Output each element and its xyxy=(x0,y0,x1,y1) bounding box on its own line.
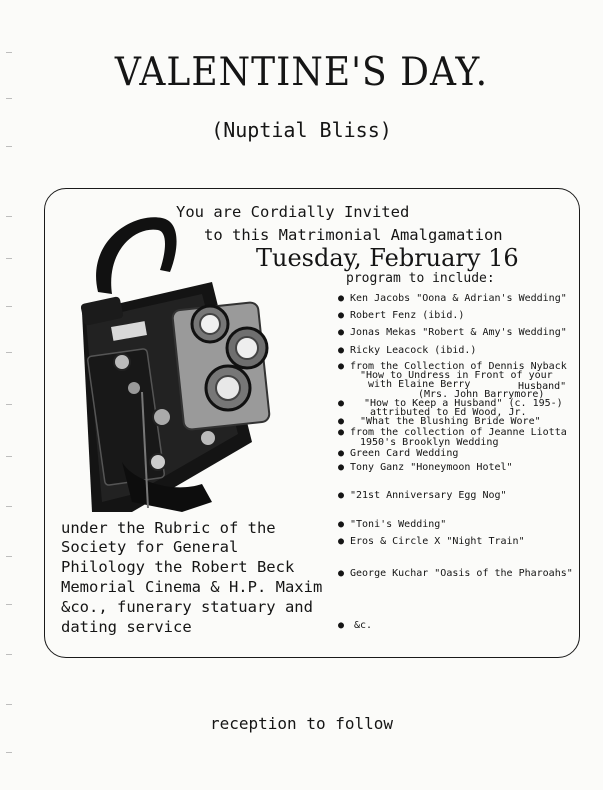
margin-mark xyxy=(6,352,12,353)
program-item-detail: "How to Undress in Front of your xyxy=(360,370,553,381)
program-item-detail: with Elaine Berry xyxy=(368,379,471,390)
program-item-detail: (Mrs. John Barrymore) xyxy=(418,389,545,400)
margin-mark xyxy=(6,456,12,457)
program-item: ● Green Card Wedding xyxy=(338,448,459,459)
margin-mark xyxy=(6,604,12,605)
margin-mark xyxy=(6,704,12,705)
rubric-line-6: dating service xyxy=(61,618,192,636)
margin-mark xyxy=(6,258,12,259)
margin-mark xyxy=(6,404,12,405)
rubric-line-1: under the Rubric of the xyxy=(61,519,276,537)
program-item-detail: attributed to Ed Wood, Jr. xyxy=(370,407,527,418)
program-item-detail: 1950's Brooklyn Wedding xyxy=(360,437,499,448)
program-item-detail: Husband" xyxy=(518,381,567,392)
program-item: ● Eros & Circle X "Night Train" xyxy=(338,536,525,547)
program-item: ● George Kuchar "Oasis of the Pharoahs" xyxy=(338,568,573,579)
program-item: ● "21st Anniversary Egg Nog" xyxy=(338,490,507,501)
margin-mark xyxy=(6,216,12,217)
invitation-line-2: to this Matrimonial Amalgamation xyxy=(204,226,503,244)
program-item: ● &c. xyxy=(338,620,373,631)
margin-mark xyxy=(6,556,12,557)
margin-mark xyxy=(6,752,12,753)
program-item: ● "How to Keep a Husband" (c. 195-) xyxy=(338,398,563,409)
rubric-line-3: Philology the Robert Beck xyxy=(61,558,295,576)
program-item: ● Robert Fenz (ibid.) xyxy=(338,310,465,321)
program-item: ● from the collection of Jeanne Liotta xyxy=(338,427,567,438)
margin-mark xyxy=(6,506,12,507)
program-item: ● from the Collection of Dennis Nyback xyxy=(338,361,567,372)
program-item: ● Ricky Leacock (ibid.) xyxy=(338,345,477,356)
program-item: ● Ken Jacobs "Oona & Adrian's Wedding" xyxy=(338,293,567,304)
rubric-line-2: Society for General xyxy=(61,538,239,556)
margin-mark xyxy=(6,146,12,147)
program-item: ● Tony Ganz "Honeymoon Hotel" xyxy=(338,462,513,473)
margin-mark xyxy=(6,306,12,307)
margin-mark xyxy=(6,98,12,99)
page-subtitle: (Nuptial Bliss) xyxy=(211,118,392,142)
event-date: Tuesday, February 16 xyxy=(256,244,519,272)
rubric-line-4: Memorial Cinema & H.P. Maxim xyxy=(61,578,323,596)
program-item: ● Jonas Mekas "Robert & Amy's Wedding" xyxy=(338,327,567,338)
reception-note: reception to follow xyxy=(209,714,394,733)
invitation-line-1: You are Cordially Invited xyxy=(176,203,410,221)
program-heading: program to include: xyxy=(346,271,495,286)
program-item: ● "What the Blushing Bride Wore" xyxy=(338,416,541,427)
program-item: ● "Toni's Wedding" xyxy=(338,519,447,530)
margin-mark xyxy=(6,654,12,655)
page-title: VALENTINE'S DAY. xyxy=(114,50,489,95)
rubric-line-5: &co., funerary statuary and xyxy=(61,598,313,616)
